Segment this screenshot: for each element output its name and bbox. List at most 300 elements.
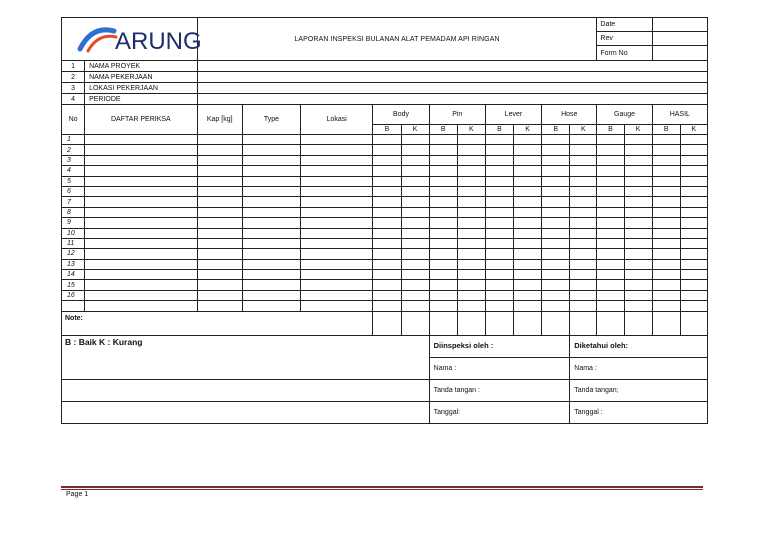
row-cell[interactable] <box>429 270 457 280</box>
row-cell[interactable] <box>570 259 597 269</box>
row-cell[interactable] <box>542 145 570 155</box>
inspected-signature-field[interactable]: Tanda tangan : <box>429 379 570 401</box>
note-cell[interactable] <box>570 311 597 335</box>
note-cell[interactable] <box>401 311 429 335</box>
logo-cell <box>62 18 202 61</box>
row-cell[interactable] <box>85 135 198 145</box>
row-cell[interactable] <box>485 176 513 186</box>
row-cell[interactable] <box>597 197 624 207</box>
info-value-project[interactable] <box>197 61 707 72</box>
row-cell[interactable] <box>485 270 513 280</box>
row-cell[interactable] <box>401 270 429 280</box>
row-cell[interactable] <box>652 280 680 290</box>
row-cell[interactable] <box>197 197 242 207</box>
row-cell[interactable] <box>652 166 680 176</box>
note-cell[interactable] <box>514 311 542 335</box>
row-cell[interactable] <box>542 290 570 300</box>
row-cell[interactable] <box>597 155 624 165</box>
row-cell[interactable] <box>373 259 401 269</box>
row-cell[interactable] <box>652 290 680 300</box>
row-cell[interactable] <box>401 155 429 165</box>
row-cell[interactable] <box>652 176 680 186</box>
row-cell[interactable] <box>514 238 542 248</box>
row-cell[interactable] <box>373 290 401 300</box>
row-cell[interactable] <box>514 186 542 196</box>
row-cell[interactable] <box>597 290 624 300</box>
row-cell[interactable] <box>401 301 429 311</box>
row-cell[interactable] <box>85 290 198 300</box>
row-cell[interactable] <box>301 270 373 280</box>
row-cell[interactable] <box>597 218 624 228</box>
row-cell[interactable] <box>514 155 542 165</box>
row-cell[interactable] <box>429 135 457 145</box>
row-cell[interactable] <box>301 249 373 259</box>
row-cell[interactable] <box>570 270 597 280</box>
row-cell[interactable] <box>542 186 570 196</box>
row-cell[interactable] <box>680 280 707 290</box>
row-cell[interactable] <box>624 249 652 259</box>
row-cell[interactable] <box>242 186 300 196</box>
row-cell[interactable] <box>485 290 513 300</box>
row-cell[interactable] <box>197 176 242 186</box>
row-cell[interactable] <box>457 259 485 269</box>
row-cell[interactable] <box>373 207 401 217</box>
row-cell[interactable] <box>485 155 513 165</box>
row-cell[interactable] <box>373 135 401 145</box>
row-cell[interactable] <box>542 270 570 280</box>
row-cell[interactable] <box>485 135 513 145</box>
row-cell[interactable] <box>624 186 652 196</box>
row-cell[interactable] <box>429 218 457 228</box>
row-cell[interactable] <box>680 207 707 217</box>
row-cell[interactable] <box>570 166 597 176</box>
row-cell[interactable] <box>457 197 485 207</box>
row-cell[interactable] <box>457 301 485 311</box>
row-cell[interactable] <box>485 249 513 259</box>
row-cell[interactable] <box>457 145 485 155</box>
row-cell[interactable] <box>242 155 300 165</box>
row-cell[interactable] <box>570 290 597 300</box>
row-cell[interactable] <box>597 166 624 176</box>
row-cell[interactable] <box>85 301 198 311</box>
row-cell[interactable] <box>570 249 597 259</box>
row-cell[interactable] <box>85 238 198 248</box>
row-cell[interactable] <box>514 135 542 145</box>
row-cell[interactable] <box>301 259 373 269</box>
row-cell[interactable] <box>680 176 707 186</box>
row-cell[interactable] <box>652 218 680 228</box>
note-cell[interactable] <box>597 311 624 335</box>
row-cell[interactable] <box>197 270 242 280</box>
row-cell[interactable] <box>429 249 457 259</box>
row-cell[interactable] <box>485 228 513 238</box>
row-cell[interactable] <box>373 280 401 290</box>
date-value[interactable] <box>652 18 707 32</box>
row-cell[interactable] <box>301 301 373 311</box>
row-cell[interactable] <box>85 145 198 155</box>
row-cell[interactable] <box>597 207 624 217</box>
row-cell[interactable] <box>301 176 373 186</box>
row-cell[interactable] <box>514 280 542 290</box>
row-cell[interactable] <box>401 197 429 207</box>
row-cell[interactable] <box>242 218 300 228</box>
row-cell[interactable] <box>597 176 624 186</box>
row-cell[interactable] <box>680 290 707 300</box>
row-cell[interactable] <box>570 280 597 290</box>
row-cell[interactable] <box>680 218 707 228</box>
row-cell[interactable] <box>429 145 457 155</box>
row-cell[interactable] <box>680 270 707 280</box>
row-cell[interactable] <box>542 166 570 176</box>
row-cell[interactable] <box>242 259 300 269</box>
row-cell[interactable] <box>85 218 198 228</box>
row-cell[interactable] <box>301 155 373 165</box>
row-cell[interactable] <box>401 207 429 217</box>
row-cell[interactable] <box>85 259 198 269</box>
row-cell[interactable] <box>85 186 198 196</box>
row-cell[interactable] <box>457 135 485 145</box>
row-cell[interactable] <box>373 301 401 311</box>
row-cell[interactable] <box>542 259 570 269</box>
row-cell[interactable] <box>85 280 198 290</box>
row-cell[interactable] <box>457 166 485 176</box>
row-cell[interactable] <box>652 135 680 145</box>
row-cell[interactable] <box>597 259 624 269</box>
row-cell[interactable] <box>542 249 570 259</box>
row-cell[interactable] <box>680 301 707 311</box>
row-cell[interactable] <box>373 166 401 176</box>
row-cell[interactable] <box>301 207 373 217</box>
row-cell[interactable] <box>197 166 242 176</box>
row-cell[interactable] <box>401 218 429 228</box>
row-cell[interactable] <box>373 186 401 196</box>
row-cell[interactable] <box>597 145 624 155</box>
row-cell[interactable] <box>597 186 624 196</box>
row-cell[interactable] <box>457 249 485 259</box>
row-cell[interactable] <box>85 207 198 217</box>
known-name-field[interactable]: Nama : <box>570 357 708 379</box>
row-cell[interactable] <box>457 290 485 300</box>
row-cell[interactable] <box>197 249 242 259</box>
row-cell[interactable] <box>570 218 597 228</box>
row-cell[interactable] <box>597 238 624 248</box>
row-cell[interactable] <box>680 197 707 207</box>
row-cell[interactable] <box>197 228 242 238</box>
row-cell[interactable] <box>197 218 242 228</box>
row-cell[interactable] <box>301 186 373 196</box>
row-cell[interactable] <box>680 145 707 155</box>
row-cell[interactable] <box>429 280 457 290</box>
row-cell[interactable] <box>301 238 373 248</box>
row-cell[interactable] <box>542 135 570 145</box>
row-cell[interactable] <box>301 228 373 238</box>
info-value-location[interactable] <box>197 83 707 94</box>
row-cell[interactable] <box>624 280 652 290</box>
row-cell[interactable] <box>485 259 513 269</box>
row-cell[interactable] <box>242 238 300 248</box>
row-cell[interactable] <box>680 259 707 269</box>
row-cell[interactable] <box>570 155 597 165</box>
row-cell[interactable] <box>570 301 597 311</box>
row-cell[interactable] <box>570 186 597 196</box>
row-cell[interactable] <box>457 207 485 217</box>
row-cell[interactable] <box>197 135 242 145</box>
row-cell[interactable] <box>597 280 624 290</box>
row-cell[interactable] <box>624 166 652 176</box>
row-cell[interactable] <box>401 259 429 269</box>
row-cell[interactable] <box>429 176 457 186</box>
row-cell[interactable] <box>680 238 707 248</box>
row-cell[interactable] <box>429 166 457 176</box>
row-cell[interactable] <box>624 290 652 300</box>
row-cell[interactable] <box>624 197 652 207</box>
row-cell[interactable] <box>373 145 401 155</box>
row-cell[interactable] <box>624 301 652 311</box>
row-cell[interactable] <box>401 280 429 290</box>
row-cell[interactable] <box>514 166 542 176</box>
row-cell[interactable] <box>542 207 570 217</box>
note-cell[interactable] <box>542 311 570 335</box>
row-cell[interactable] <box>457 186 485 196</box>
row-cell[interactable] <box>485 218 513 228</box>
row-cell[interactable] <box>597 249 624 259</box>
row-cell[interactable] <box>652 249 680 259</box>
row-cell[interactable] <box>85 197 198 207</box>
row-cell[interactable] <box>85 228 198 238</box>
row-cell[interactable] <box>652 155 680 165</box>
inspected-name-field[interactable]: Nama : <box>429 357 570 379</box>
row-cell[interactable] <box>242 280 300 290</box>
subheader-b: B <box>542 125 570 135</box>
row-cell[interactable] <box>457 218 485 228</box>
row-cell[interactable] <box>597 135 624 145</box>
known-date-field[interactable]: Tanggal : <box>570 401 708 423</box>
row-cell[interactable] <box>373 155 401 165</box>
row-cell[interactable] <box>514 228 542 238</box>
row-cell[interactable] <box>597 270 624 280</box>
row-cell[interactable] <box>485 238 513 248</box>
row-cell[interactable] <box>680 228 707 238</box>
row-cell[interactable] <box>242 207 300 217</box>
row-cell[interactable] <box>485 301 513 311</box>
row-cell[interactable] <box>457 238 485 248</box>
row-cell[interactable] <box>652 238 680 248</box>
row-cell[interactable] <box>242 135 300 145</box>
row-cell[interactable] <box>680 135 707 145</box>
row-cell[interactable] <box>242 270 300 280</box>
row-cell[interactable] <box>301 218 373 228</box>
row-cell[interactable] <box>652 145 680 155</box>
row-cell[interactable] <box>624 270 652 280</box>
row-cell[interactable] <box>429 301 457 311</box>
row-cell[interactable] <box>485 197 513 207</box>
note-cell[interactable] <box>652 311 680 335</box>
row-cell[interactable] <box>401 228 429 238</box>
row-cell[interactable] <box>242 228 300 238</box>
row-cell[interactable] <box>373 218 401 228</box>
form-no-value[interactable] <box>652 46 707 61</box>
row-cell[interactable] <box>514 290 542 300</box>
row-cell[interactable] <box>197 155 242 165</box>
row-cell[interactable] <box>197 259 242 269</box>
row-cell[interactable] <box>514 270 542 280</box>
row-cell[interactable] <box>242 249 300 259</box>
note-cell[interactable] <box>429 311 457 335</box>
row-cell[interactable] <box>485 166 513 176</box>
row-cell[interactable] <box>624 207 652 217</box>
row-cell[interactable] <box>542 238 570 248</box>
row-cell[interactable] <box>197 145 242 155</box>
row-cell[interactable] <box>429 197 457 207</box>
row-cell[interactable] <box>197 186 242 196</box>
row-cell[interactable] <box>401 176 429 186</box>
inspected-date-field[interactable]: Tanggal: <box>429 401 570 423</box>
known-by-title: Diketahui oleh: <box>570 335 708 357</box>
row-cell[interactable] <box>652 197 680 207</box>
row-cell[interactable] <box>242 145 300 155</box>
note-cell[interactable] <box>624 311 652 335</box>
row-cell[interactable] <box>652 301 680 311</box>
row-cell[interactable] <box>401 135 429 145</box>
row-cell[interactable] <box>373 197 401 207</box>
row-cell[interactable] <box>429 186 457 196</box>
row-cell[interactable] <box>514 259 542 269</box>
row-cell[interactable] <box>429 228 457 238</box>
row-cell[interactable] <box>624 176 652 186</box>
row-cell[interactable] <box>680 166 707 176</box>
row-cell[interactable] <box>457 155 485 165</box>
row-cell[interactable] <box>570 207 597 217</box>
row-cell[interactable] <box>570 238 597 248</box>
row-cell[interactable] <box>301 166 373 176</box>
note-cell[interactable] <box>485 311 513 335</box>
row-cell[interactable] <box>542 228 570 238</box>
row-cell[interactable] <box>652 259 680 269</box>
row-cell[interactable] <box>652 228 680 238</box>
row-cell[interactable] <box>514 249 542 259</box>
row-cell[interactable] <box>301 280 373 290</box>
row-cell[interactable] <box>85 155 198 165</box>
row-cell[interactable] <box>542 197 570 207</box>
row-cell[interactable] <box>597 228 624 238</box>
row-cell[interactable] <box>197 280 242 290</box>
row-cell[interactable] <box>429 238 457 248</box>
row-cell[interactable] <box>570 135 597 145</box>
row-cell[interactable] <box>680 155 707 165</box>
row-cell[interactable] <box>485 207 513 217</box>
row-cell[interactable] <box>652 270 680 280</box>
row-cell[interactable] <box>373 228 401 238</box>
row-cell[interactable] <box>301 135 373 145</box>
row-cell[interactable] <box>401 166 429 176</box>
row-cell[interactable] <box>373 270 401 280</box>
row-cell[interactable] <box>373 238 401 248</box>
row-cell[interactable] <box>242 166 300 176</box>
row-cell[interactable] <box>514 301 542 311</box>
row-cell[interactable] <box>401 249 429 259</box>
known-signature-field[interactable]: Tanda tangan; <box>570 379 708 401</box>
row-cell[interactable] <box>242 290 300 300</box>
row-cell[interactable] <box>429 207 457 217</box>
row-cell[interactable] <box>652 186 680 196</box>
row-cell[interactable] <box>401 290 429 300</box>
row-cell[interactable] <box>570 145 597 155</box>
row-cell[interactable] <box>457 176 485 186</box>
row-cell[interactable] <box>624 155 652 165</box>
info-value-period[interactable] <box>197 94 707 105</box>
row-cell[interactable] <box>401 238 429 248</box>
row-cell[interactable] <box>429 290 457 300</box>
note-cell[interactable] <box>680 311 707 335</box>
row-cell[interactable] <box>570 197 597 207</box>
row-cell[interactable] <box>514 197 542 207</box>
row-cell[interactable] <box>197 207 242 217</box>
row-cell[interactable] <box>457 270 485 280</box>
row-cell[interactable] <box>242 176 300 186</box>
row-cell[interactable] <box>485 280 513 290</box>
row-cell[interactable] <box>652 207 680 217</box>
row-cell[interactable] <box>542 301 570 311</box>
row-cell[interactable] <box>624 135 652 145</box>
row-cell[interactable] <box>542 280 570 290</box>
row-cell[interactable] <box>457 280 485 290</box>
row-cell[interactable] <box>624 145 652 155</box>
row-cell[interactable] <box>85 166 198 176</box>
row-cell[interactable] <box>197 238 242 248</box>
row-cell[interactable] <box>429 259 457 269</box>
row-cell[interactable] <box>429 155 457 165</box>
row-cell[interactable] <box>542 176 570 186</box>
row-cell[interactable] <box>680 249 707 259</box>
row-cell[interactable] <box>624 238 652 248</box>
row-cell[interactable] <box>85 249 198 259</box>
row-cell[interactable] <box>457 228 485 238</box>
row-cell[interactable] <box>624 259 652 269</box>
row-cell[interactable] <box>624 218 652 228</box>
row-cell[interactable] <box>485 145 513 155</box>
row-cell[interactable] <box>373 176 401 186</box>
row-cell[interactable] <box>301 197 373 207</box>
row-cell[interactable] <box>542 155 570 165</box>
row-cell[interactable] <box>514 145 542 155</box>
row-cell[interactable] <box>401 186 429 196</box>
row-cell[interactable] <box>301 290 373 300</box>
row-cell[interactable] <box>197 301 242 311</box>
row-cell[interactable] <box>680 186 707 196</box>
row-cell[interactable] <box>597 301 624 311</box>
row-cell[interactable] <box>514 218 542 228</box>
row-cell[interactable] <box>242 301 300 311</box>
row-cell[interactable] <box>624 228 652 238</box>
row-cell[interactable] <box>570 176 597 186</box>
row-cell[interactable] <box>514 207 542 217</box>
note-cell[interactable] <box>373 311 401 335</box>
row-cell[interactable] <box>301 145 373 155</box>
row-cell[interactable] <box>514 176 542 186</box>
row-cell[interactable] <box>373 249 401 259</box>
row-cell[interactable] <box>85 176 198 186</box>
row-cell[interactable] <box>197 290 242 300</box>
info-value-work[interactable] <box>197 72 707 83</box>
row-cell[interactable] <box>485 186 513 196</box>
row-cell[interactable] <box>85 270 198 280</box>
row-cell[interactable] <box>542 218 570 228</box>
note-cell[interactable] <box>457 311 485 335</box>
rev-value[interactable] <box>652 32 707 46</box>
row-cell[interactable] <box>570 228 597 238</box>
row-cell[interactable] <box>242 197 300 207</box>
row-cell[interactable] <box>401 145 429 155</box>
